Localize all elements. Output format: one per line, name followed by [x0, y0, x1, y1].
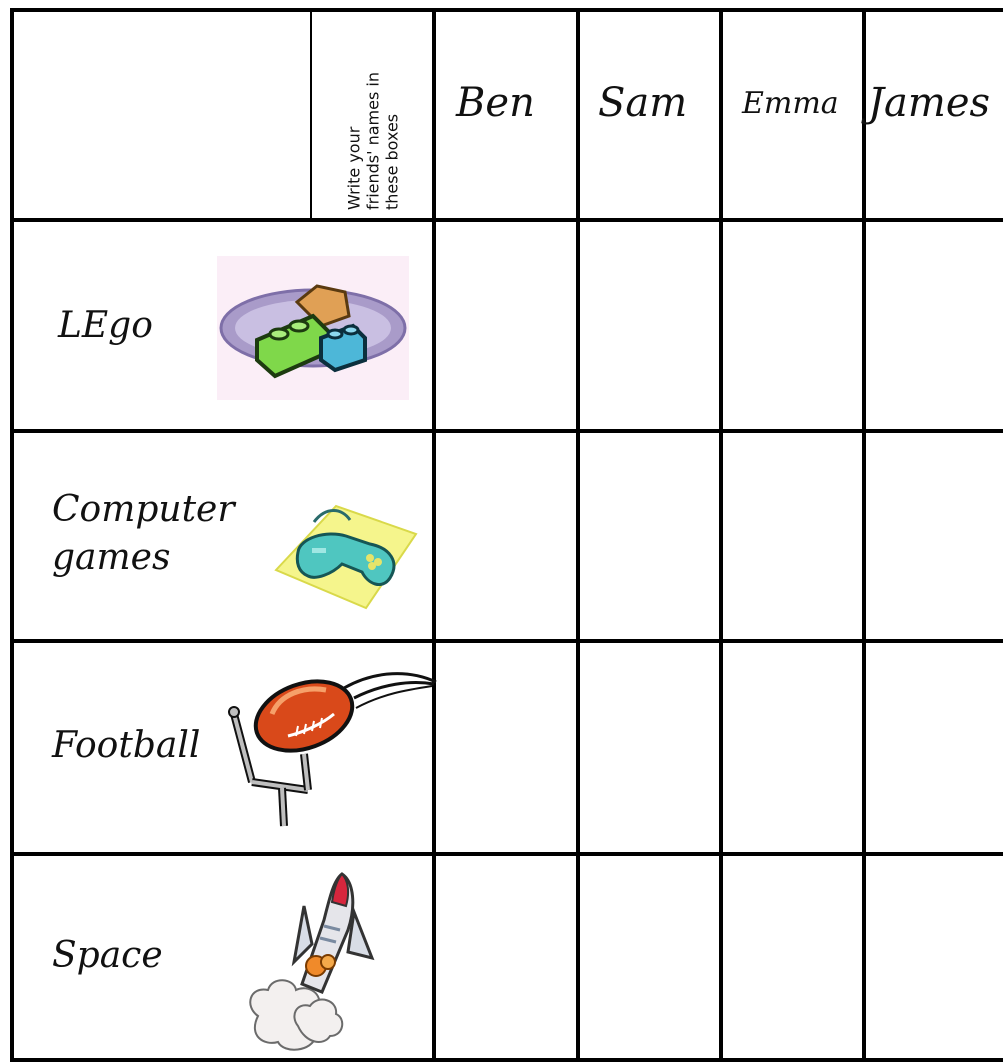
answer-cell[interactable] — [866, 643, 1003, 852]
instruction-text — [345, 20, 402, 210]
answer-cell[interactable] — [436, 222, 576, 429]
answer-cell[interactable] — [436, 856, 576, 1058]
answer-cell[interactable] — [580, 433, 719, 639]
friend-name-cell[interactable]: Emma — [742, 86, 839, 121]
answer-cell[interactable] — [580, 856, 719, 1058]
answer-cell[interactable] — [436, 643, 576, 852]
instruction-line: these boxes — [382, 113, 402, 210]
answer-cell[interactable] — [866, 856, 1003, 1058]
instruction-line: Write your — [344, 126, 364, 210]
friend-name-cell[interactable]: Ben — [456, 80, 535, 126]
answer-cell[interactable] — [580, 222, 719, 429]
grid-line — [10, 8, 1003, 12]
grid-line — [310, 8, 312, 222]
instruction-line: friends' names in — [363, 72, 383, 210]
space-shuttle-icon — [238, 866, 388, 1054]
answer-cell[interactable] — [580, 643, 719, 852]
row-label-line: Computer — [52, 489, 235, 530]
grid-line — [10, 8, 14, 1062]
friend-name-cell[interactable]: James — [868, 80, 991, 126]
answer-cell[interactable] — [723, 433, 862, 639]
game-controller-icon — [266, 500, 420, 610]
row-label-space: Space — [52, 935, 163, 976]
football-goalpost-icon — [226, 664, 438, 834]
answer-cell[interactable] — [723, 643, 862, 852]
answer-cell[interactable] — [866, 433, 1003, 639]
row-label-computer-games — [52, 486, 235, 582]
answer-cell[interactable] — [723, 856, 862, 1058]
answer-cell[interactable] — [866, 222, 1003, 429]
lego-bricks-icon — [217, 256, 409, 400]
answer-cell[interactable] — [723, 222, 862, 429]
grid-line — [10, 1058, 1003, 1062]
answer-cell[interactable] — [436, 433, 576, 639]
row-label-lego: LEgo — [58, 305, 153, 346]
friend-name-cell[interactable]: Sam — [598, 80, 688, 126]
row-label-line: games — [52, 537, 171, 578]
instruction-box — [314, 16, 432, 214]
row-label-football: Football — [52, 725, 201, 766]
